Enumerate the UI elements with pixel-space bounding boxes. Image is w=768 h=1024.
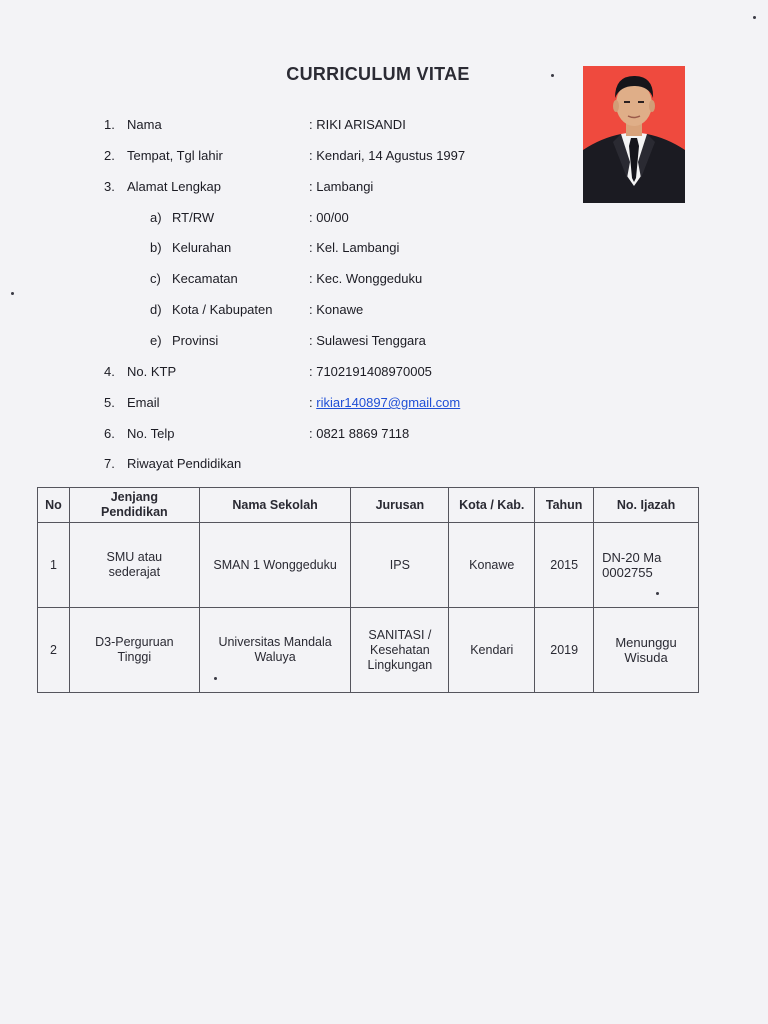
field-label: Kelurahan [172,240,232,255]
cell-jenjang-line2: sederajat [108,565,161,579]
header-tahun: Tahun [535,488,594,523]
field-label: Nama [127,117,162,132]
field-value: : 0821 8869 7118 [309,426,410,441]
education-table [37,487,699,693]
cell-jenjang [69,608,199,693]
field-value: : Kec. Wonggeduku [309,271,423,286]
cell-jurusan-line3: Lingkungan [367,657,433,672]
field-value: : 00/00 [309,210,349,225]
cell-no: 1 [38,523,70,608]
field-number: 7. [104,456,115,471]
field-value [309,395,460,410]
field-number: b) [150,240,162,255]
person-portrait-icon [583,66,685,203]
cell-ijazah [594,608,699,693]
header-jenjang-line1: Jenjang [110,490,158,504]
header-no: No [38,488,70,523]
field-number: a) [150,210,162,225]
scan-speck [551,74,554,77]
field-number: e) [150,333,162,348]
header-jenjang-line2: Pendidikan [101,505,168,519]
cell-tahun: 2015 [535,523,594,608]
cell-jurusan [351,608,449,693]
header-kota: Kota / Kab. [449,488,535,523]
cell-sekolah [199,523,351,608]
cell-ijazah-line2: Wisuda [624,650,668,665]
cell-sekolah-line1: Universitas Mandala [218,635,332,649]
field-value: : RIKI ARISANDI [309,117,406,132]
cell-no: 2 [38,608,70,693]
cell-ijazah-line2: 0002755 [602,565,653,580]
email-prefix: : [309,395,317,410]
field-number: 3. [104,179,115,194]
header-ijazah: No. Ijazah [594,488,699,523]
table-header-row [38,488,699,523]
cell-sekolah [199,608,351,693]
cell-ijazah [594,523,699,608]
field-label: Kota / Kabupaten [172,302,273,317]
field-value: : Konawe [309,302,364,317]
field-label: Riwayat Pendidikan [127,456,242,471]
profile-photo [583,66,685,203]
field-number: 1. [104,117,115,132]
cell-jenjang [69,523,199,608]
field-label: Tempat, Tgl lahir [127,148,223,163]
field-label: Alamat Lengkap [127,179,221,194]
field-label: No. KTP [127,364,177,379]
field-label: RT/RW [172,210,215,225]
field-number: 4. [104,364,115,379]
field-value: : Kel. Lambangi [309,240,400,255]
field-number: c) [150,271,161,286]
field-value: : Sulawesi Tenggara [309,333,426,348]
cell-jenjang-line1: D3-Perguruan [95,635,174,649]
header-jenjang [69,488,199,523]
field-value: : Lambangi [309,179,374,194]
field-label: Provinsi [172,333,219,348]
table-row [38,608,699,693]
document-title: CURRICULUM VITAE [286,64,470,84]
cell-jurusan-line1: IPS [389,557,410,572]
cell-jenjang-line1: SMU atau [106,550,163,564]
header-jurusan: Jurusan [351,488,449,523]
email-link[interactable]: rikiar140897@gmail.com [316,395,461,410]
cell-ijazah-line1: Menunggu [615,635,677,650]
cell-tahun: 2019 [535,608,594,693]
cell-kota: Kendari [449,608,535,693]
cell-jurusan-line2: Kesehatan [369,642,430,657]
cell-kota: Konawe [449,523,535,608]
field-label: Email [127,395,160,410]
field-value: : Kendari, 14 Agustus 1997 [309,148,466,163]
scan-speck [753,16,756,19]
cell-jurusan-line1: SANITASI / [368,627,432,642]
field-value: : 7102191408970005 [309,364,432,379]
cell-sekolah-line1: SMAN 1 Wonggeduku [213,557,337,572]
field-label: Kecamatan [172,271,238,286]
field-label: No. Telp [127,426,175,441]
header-sekolah: Nama Sekolah [199,488,351,523]
cell-sekolah-line2: Waluya [254,650,296,664]
scan-speck [656,592,659,595]
field-number: 2. [104,148,115,163]
scan-speck [11,292,14,295]
table-row [38,523,699,608]
field-number: d) [150,302,162,317]
cell-ijazah-line1: DN-20 Ma [602,550,662,565]
cell-jenjang-line2: Tinggi [117,650,152,664]
scan-speck [214,677,217,680]
cell-jurusan [351,523,449,608]
field-number: 6. [104,426,115,441]
field-number: 5. [104,395,115,410]
